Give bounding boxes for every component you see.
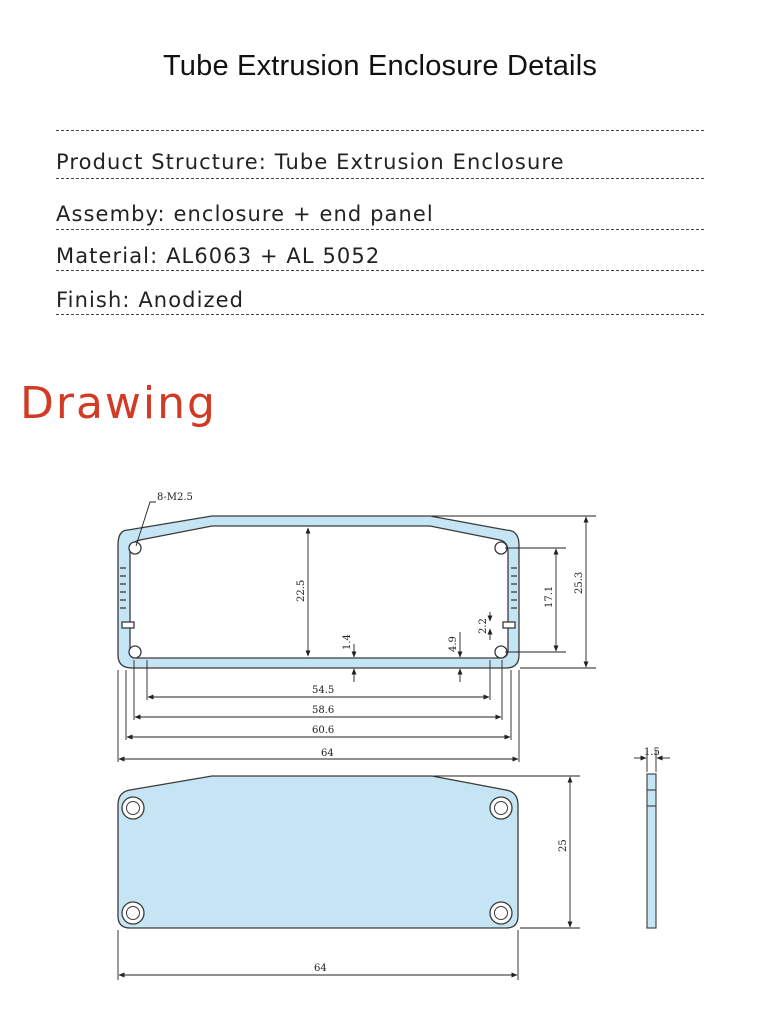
label-panel-height: 25 [558,839,569,852]
spec-finish: Finish: Anodized [56,288,245,312]
mounting-hole-inner [495,907,508,920]
label-panel-width: 64 [314,963,327,974]
pcb-slot [503,622,515,628]
spec-product-structure: Product Structure: Tube Extrusion Enclosure [56,150,565,174]
label-slot-offset: 4.9 [448,636,459,652]
drawing-heading: Drawing [20,378,217,429]
spec-material: Material: AL6063 + AL 5052 [56,244,381,268]
label-inner-height: 22.5 [296,579,307,602]
mounting-hole-inner [127,907,140,920]
label-overall-height: 25.3 [574,571,585,594]
page-title: Tube Extrusion Enclosure Details [162,50,598,82]
label-slot-gap: 2.2 [478,618,489,634]
label-width-2: 58.6 [312,705,335,716]
label-slot-height: 17.1 [544,585,555,608]
label-width-3: 60.6 [312,725,335,736]
end-panel-side-view [647,774,656,928]
label-thickness: 1.5 [644,747,660,758]
label-width-1: 54.5 [312,685,335,696]
end-panel [118,776,518,928]
mounting-hole-inner [495,802,508,815]
spec-assembly: Assemby: enclosure + end panel [56,202,434,226]
label-base-thickness: 1.4 [342,634,353,650]
end-panel-plate [118,776,518,928]
label-screw: 8-M2.5 [157,492,193,503]
mounting-hole-inner [127,802,140,815]
screw-boss [129,542,141,554]
side-view-plate [647,774,656,928]
pcb-slot [122,622,134,628]
screw-boss [129,646,141,658]
label-width-overall: 64 [321,748,334,759]
